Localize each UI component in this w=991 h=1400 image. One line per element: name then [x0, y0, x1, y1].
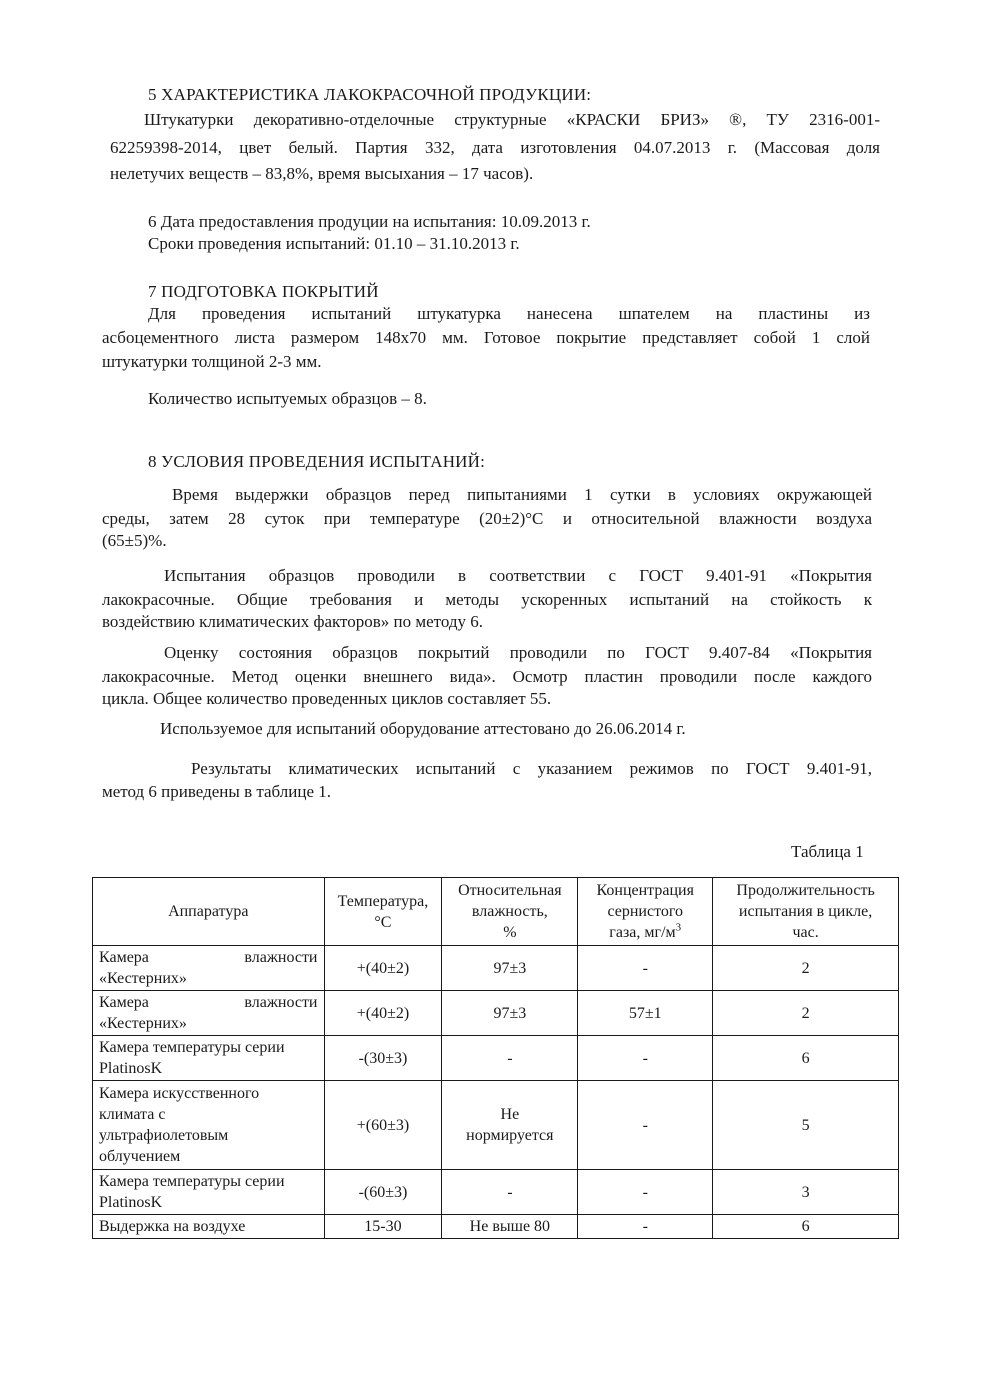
- header-concentration: Концентрация сернистого газа, $мг/м^3$: [578, 878, 713, 946]
- section-6-line-2: Сроки проведения испытаний: 01.10 – 31.10.2013 г.: [148, 234, 520, 253]
- section-8-p5-line-2: метод 6 приведены в таблице 1.: [102, 782, 331, 801]
- section-8-p3-line-1: Оценку состояния образцов покрытий проводили по ГОСТ 9.407-84 «Покрытия: [164, 643, 872, 662]
- section-8-p2-line-3: воздействию климатических факторов» по методу 6.: [102, 612, 484, 631]
- table-row: [93, 1081, 899, 1170]
- cell-concentration: -: [578, 1170, 713, 1215]
- cell-apparatus: Камера влажности «Кестерних»: [93, 946, 325, 991]
- cell-apparatus: Камера температуры серии PlatinosK: [93, 1170, 325, 1215]
- cell-apparatus: Камера влажности «Кестерних»: [93, 991, 325, 1036]
- cell-temperature: +(60±3): [324, 1081, 442, 1170]
- header-temperature: Температура, °С: [324, 878, 442, 946]
- cell-duration: 6: [713, 1036, 899, 1081]
- section-8-heading: 8 УСЛОВИЯ ПРОВЕДЕНИЯ ИСПЫТАНИЙ:: [148, 452, 486, 471]
- cell-duration: 5: [713, 1081, 899, 1170]
- table-row: [93, 1170, 899, 1215]
- table-row: [93, 1215, 899, 1239]
- cell-duration: 3: [713, 1170, 899, 1215]
- table-caption: Таблица 1: [791, 842, 864, 861]
- section-5-line-1: Штукатурки декоративно-отделочные структурные «КРАСКИ БРИЗ» ®, ТУ 2316-001-: [144, 110, 880, 129]
- section-6-line-1: 6 Дата предоставления продуции на испытания: 10.09.2013 г.: [148, 212, 591, 231]
- cell-duration: 2: [713, 946, 899, 991]
- section-5-line-3: нелетучих веществ – 83,8%, время высыхания – 17 часов).: [110, 164, 534, 183]
- table-header-row: [93, 878, 899, 946]
- section-8-p5-line-1: Результаты климатических испытаний с указанием режимов по ГОСТ 9.401-91,: [191, 759, 872, 778]
- cell-humidity: -: [442, 1170, 578, 1215]
- cell-apparatus: Камера искусственного климата с ультрафиолетовым облучением: [93, 1081, 325, 1170]
- section-5-heading: 5 ХАРАКТЕРИСТИКА ЛАКОКРАСОЧНОЙ ПРОДУКЦИИ:: [148, 85, 592, 104]
- section-8-p1-line-2: среды, затем 28 суток при температуре (20±2)°С и относительной влажности воздуха: [102, 509, 872, 528]
- cell-concentration: -: [578, 1215, 713, 1239]
- table-row: [93, 991, 899, 1036]
- section-8-p1-line-1: Время выдержки образцов перед пипытаниями 1 сутки в условиях окружающей: [172, 485, 872, 504]
- section-8-p3-line-2: лакокрасочные. Метод оценки внешнего вида». Осмотр пластин проводили после каждого: [102, 667, 872, 686]
- cell-concentration: 57±1: [578, 991, 713, 1036]
- section-5-line-2: 62259398-2014, цвет белый. Партия 332, дата изготовления 04.07.2013 г. (Массовая доля: [110, 138, 880, 157]
- cell-concentration: -: [578, 1036, 713, 1081]
- header-humidity: Относительная влажность, %: [442, 878, 578, 946]
- cell-temperature: +(40±2): [324, 991, 442, 1036]
- table-row: [93, 946, 899, 991]
- section-7-line-1: Для проведения испытаний штукатурка нанесена шпателем на пластины из: [148, 304, 870, 323]
- cell-humidity: Не выше 80: [442, 1215, 578, 1239]
- cell-concentration: -: [578, 1081, 713, 1170]
- section-7-line-3: штукатурки толщиной 2-3 мм.: [102, 352, 322, 371]
- cell-apparatus: Выдержка на воздухе: [93, 1215, 325, 1239]
- section-8-equipment: Используемое для испытаний оборудование аттестовано до 26.06.2014 г.: [160, 719, 686, 738]
- cell-temperature: -(30±3): [324, 1036, 442, 1081]
- cell-duration: 2: [713, 991, 899, 1036]
- cell-humidity: 97±3: [442, 991, 578, 1036]
- cell-temperature: 15-30: [324, 1215, 442, 1239]
- header-apparatus: Аппаратура: [93, 878, 325, 946]
- cell-temperature: -(60±3): [324, 1170, 442, 1215]
- results-table: [92, 877, 899, 1239]
- section-8-p1-line-3: (65±5)%.: [102, 531, 167, 550]
- section-8-p2-line-2: лакокрасочные. Общие требования и методы ускоренных испытаний на стойкость к: [102, 590, 872, 609]
- cell-concentration: -: [578, 946, 713, 991]
- cell-humidity: Не нормируется: [442, 1081, 578, 1170]
- section-7-heading: 7 ПОДГОТОВКА ПОКРЫТИЙ: [148, 282, 379, 301]
- header-duration: Продолжительность испытания в цикле, час.: [713, 878, 899, 946]
- cell-humidity: 97±3: [442, 946, 578, 991]
- section-7-line-2: асбоцементного листа размером 148х70 мм. Готовое покрытие представляет собой 1 слой: [102, 328, 870, 347]
- cell-duration: 6: [713, 1215, 899, 1239]
- cell-temperature: +(40±2): [324, 946, 442, 991]
- cell-apparatus: Камера температуры серии PlatinosK: [93, 1036, 325, 1081]
- section-7-count: Количество испытуемых образцов – 8.: [148, 389, 427, 408]
- cell-humidity: -: [442, 1036, 578, 1081]
- section-8-p2-line-1: Испытания образцов проводили в соответствии с ГОСТ 9.401-91 «Покрытия: [164, 566, 872, 585]
- section-8-p3-line-3: цикла. Общее количество проведенных циклов составляет 55.: [102, 689, 552, 708]
- table-row: [93, 1036, 899, 1081]
